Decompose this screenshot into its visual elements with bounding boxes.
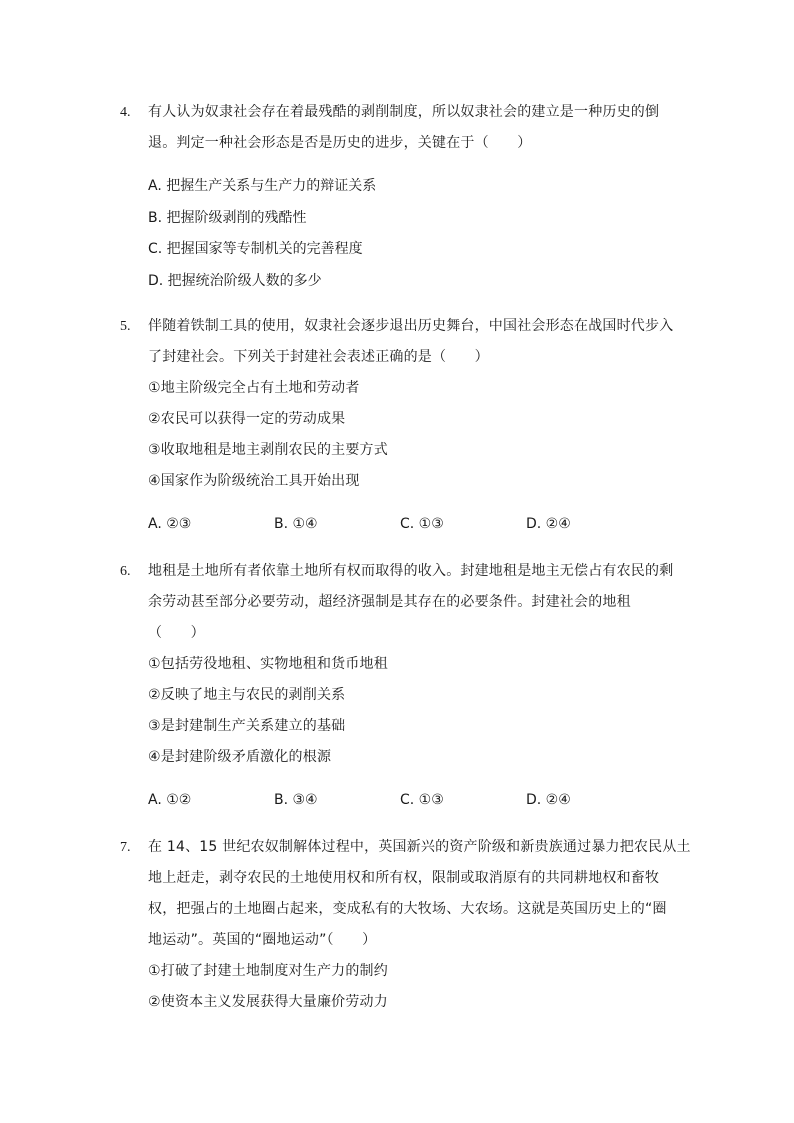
- question-6: [120, 556, 680, 816]
- stem-line: 地运动”。英国的“圈地运动”（ ）: [148, 932, 377, 948]
- statement: ②使资本主义发展获得大量廉价劳动力: [148, 994, 388, 1010]
- option-d[interactable]: D. 把握统治阶级人数的多少: [148, 272, 322, 289]
- statement: ②反映了地主与农民的剥削关系: [148, 687, 346, 703]
- statement: ①地主阶级完全占有土地和劳动者: [148, 380, 360, 396]
- choice-row: [148, 785, 680, 816]
- choice-c[interactable]: C. ①③: [400, 792, 444, 808]
- choice-a[interactable]: A. ①②: [148, 792, 192, 808]
- question-number: 7.: [120, 840, 131, 855]
- statement: ③是封建制生产关系建立的基础: [148, 718, 346, 734]
- stem-line: 在 14、15 世纪农奴制解体过程中，英国新兴的资产阶级和新贵族通过暴力把农民从土: [148, 839, 691, 855]
- stem-line: 有人认为奴隶社会存在着最残酷的剥削制度，所以奴隶社会的建立是一种历史的倒: [148, 104, 660, 120]
- option-list: [148, 171, 680, 297]
- statement: ④是封建阶级矛盾激化的根源: [148, 749, 332, 765]
- statement: ②农民可以获得一定的劳动成果: [148, 411, 346, 427]
- question-5: [120, 311, 680, 540]
- question-stem: [148, 832, 691, 1018]
- stem-line: 伴随着铁制工具的使用，奴隶社会逐步退出历史舞台，中国社会形态在战国时代步入: [148, 318, 674, 334]
- statement: ③收取地租是地主剥削农民的主要方式: [148, 442, 388, 458]
- question-stem: [148, 311, 680, 497]
- question-stem: [148, 97, 680, 159]
- option-c[interactable]: C. 把握国家等专制机关的完善程度: [148, 241, 363, 257]
- question-7: [120, 832, 691, 1018]
- choice-d[interactable]: D. ②④: [526, 792, 571, 808]
- statement: ①包括劳役地租、实物地租和货币地租: [148, 656, 388, 672]
- question-stem: [148, 556, 680, 773]
- question-number: 6.: [120, 564, 131, 579]
- stem-line: 了封建社会。下列关于封建社会表述正确的是（ ）: [148, 349, 489, 365]
- statement: ④国家作为阶级统治工具开始出现: [148, 473, 360, 489]
- choice-d[interactable]: D. ②④: [526, 516, 571, 532]
- choice-b[interactable]: B. ①④: [274, 516, 318, 532]
- stem-line: 余劳动甚至部分必要劳动，超经济强制是其存在的必要条件。封建社会的地租: [148, 594, 631, 610]
- question-4: [120, 97, 680, 297]
- option-b[interactable]: B. 把握阶级剥削的残酷性: [148, 209, 307, 226]
- choice-row: [148, 509, 680, 540]
- question-number: 5.: [120, 319, 131, 334]
- option-a[interactable]: A. 把握生产关系与生产力的辩证关系: [148, 178, 377, 194]
- stem-line: 退。判定一种社会形态是否是历史的进步，关键在于（ ）: [148, 135, 532, 151]
- stem-line: 权，把强占的土地圈占起来，变成私有的大牧场、大农场。这就是英国历史上的“圈: [148, 901, 667, 917]
- choice-a[interactable]: A. ②③: [148, 516, 192, 532]
- stem-line: 地租是土地所有者依靠土地所有权而取得的收入。封建地租是地主无偿占有农民的剩: [148, 563, 674, 579]
- choice-c[interactable]: C. ①③: [400, 516, 444, 532]
- question-number: 4.: [120, 105, 131, 120]
- stem-line: 地上赶走，剥夺农民的土地使用权和所有权，限制或取消原有的共同耕地权和畜牧: [148, 870, 660, 886]
- stem-line: （ ）: [148, 625, 205, 641]
- statement: ①打破了封建土地制度对生产力的制约: [148, 963, 388, 979]
- choice-b[interactable]: B. ③④: [274, 792, 318, 808]
